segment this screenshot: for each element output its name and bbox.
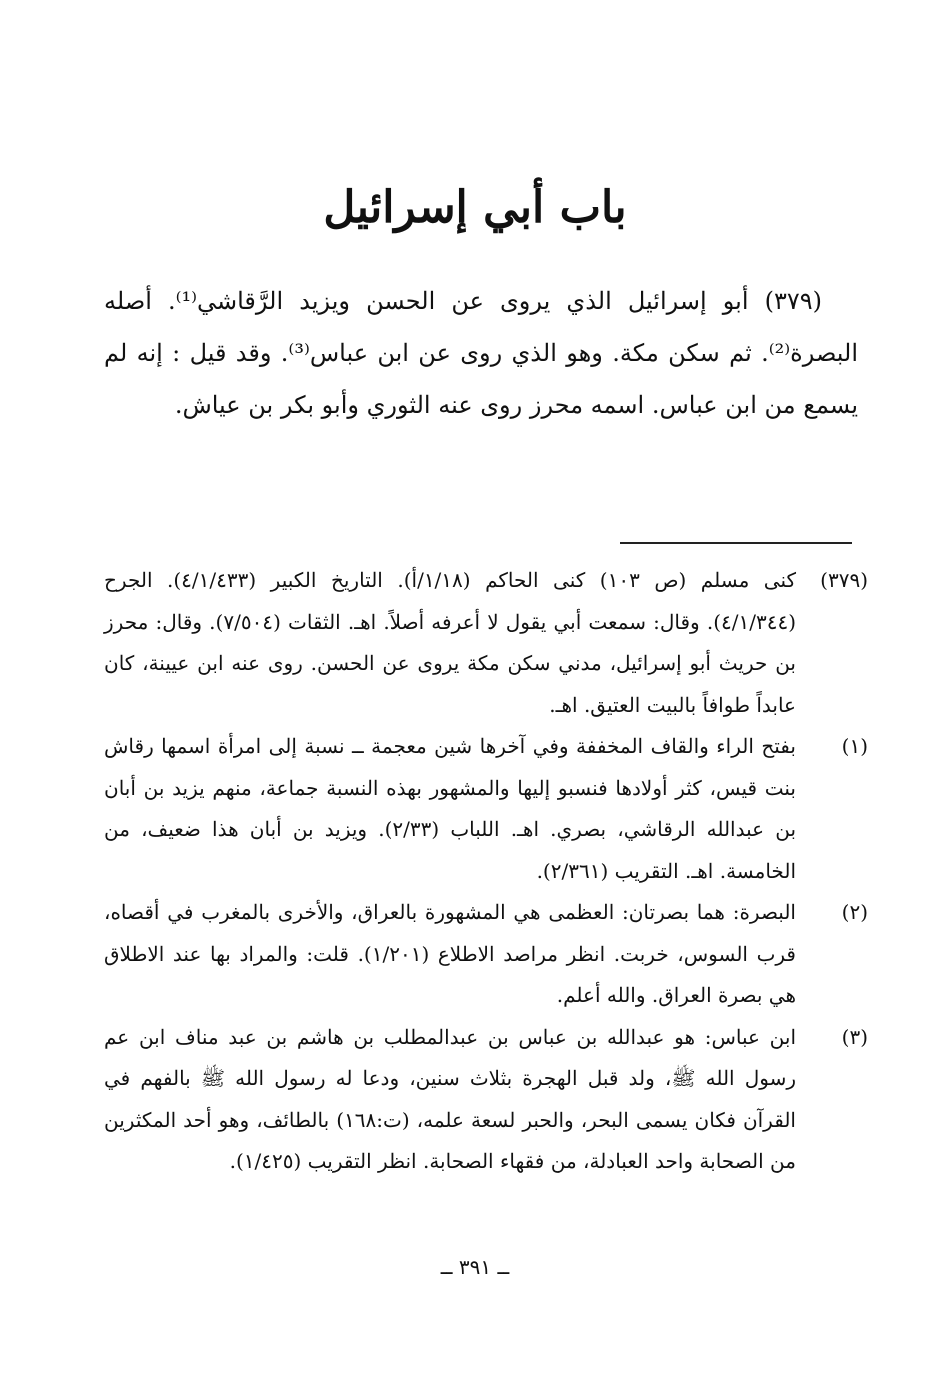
footnote-text: بفتح الراء والقاف المخففة وفي آخرها شين معجمة ــ نسبة إلى امرأة اسمها رقاش بنت قيس، كثر أولادها فنسبو إليها والمشهور بهذه النسبة جماعة، منهم يزيد بن أبان بن عبدالله الرقاشي، بصري. اهـ. اللباب (٢/٣٣). ويزيد بن أبان هذا ضعيف، من الخامسة. اهـ. التقريب (٢/٣٦١). [104, 734, 797, 883]
footnote-2 [104, 892, 868, 1017]
footnote-label: (١) [841, 734, 868, 758]
page-number: ــ ٣٩١ ــ [440, 1255, 510, 1279]
footnote-1 [104, 726, 868, 892]
footnote-text: كنى مسلم (ص ١٠٣) كنى الحاكم (١/١٨/أ). التاريخ الكبير (٤/١/٤٣٣). الجرح (٤/١/٣٤٤). وقال: سمعت أبي يقول لا أعرفه أصلاً. اهـ. الثقات (٧/٥٠٤). وقال: محرز بن حريث أبو إسرائيل، مدني سكن مكة يروى عن الحسن. روى عنه ابن عيينة، كان عابداً طوافاً بالبيت العتيق. اهـ. [104, 568, 797, 717]
footnote-separator [620, 542, 852, 544]
footnotes-section [104, 560, 868, 1183]
entry-number: (٣٧٩) [764, 287, 822, 315]
entry-text: أبو إسرائيل الذي يروى عن الحسن ويزيد الرَّقاشي⁽¹⁾. أصله البصرة⁽²⁾. ثم سكن مكة. وهو الذي روى عن ابن عباس⁽³⁾. وقد قيل : إنه لم يسمع من ابن عباس. اسمه محرز روى عنه الثوري وأبو بكر بن عياش. [104, 287, 858, 419]
footnote-379 [104, 560, 868, 726]
footnote-label: (٢) [841, 900, 868, 924]
footnote-text: ابن عباس: هو عبدالله بن عباس بن عبدالمطلب بن هاشم بن عبد مناف ابن عم رسول الله ﷺ، ولد قبل الهجرة بثلاث سنين، ودعا له رسول الله ﷺ بالفهم في القرآن فكان يسمى البحر، والحبر لسعة علمه، (ت:١٦٨) بالطائف، وهو أحد المكثرين من الصحابة واحد العبادلة، من فقهاء الصحابة. انظر التقريب (١/٤٢٥). [104, 1024, 796, 1173]
main-entry [104, 275, 858, 431]
chapter-title: باب أبي إسرائيل [323, 182, 627, 233]
footnote-label: (٣) [841, 1024, 868, 1049]
footnote-label: (٣٧٩) [820, 568, 868, 592]
footnote-text: البصرة: هما بصرتان: العظمى هي المشهورة بالعراق، والأخرى بالمغرب في أقصاه، قرب السوس، خربت. انظر مراصد الاطلاع (١/٢٠١). قلت: والمراد بها عند الاطلاق هي بصرة العراق. والله أعلم. [104, 900, 796, 1007]
footnote-3 [104, 1017, 868, 1183]
